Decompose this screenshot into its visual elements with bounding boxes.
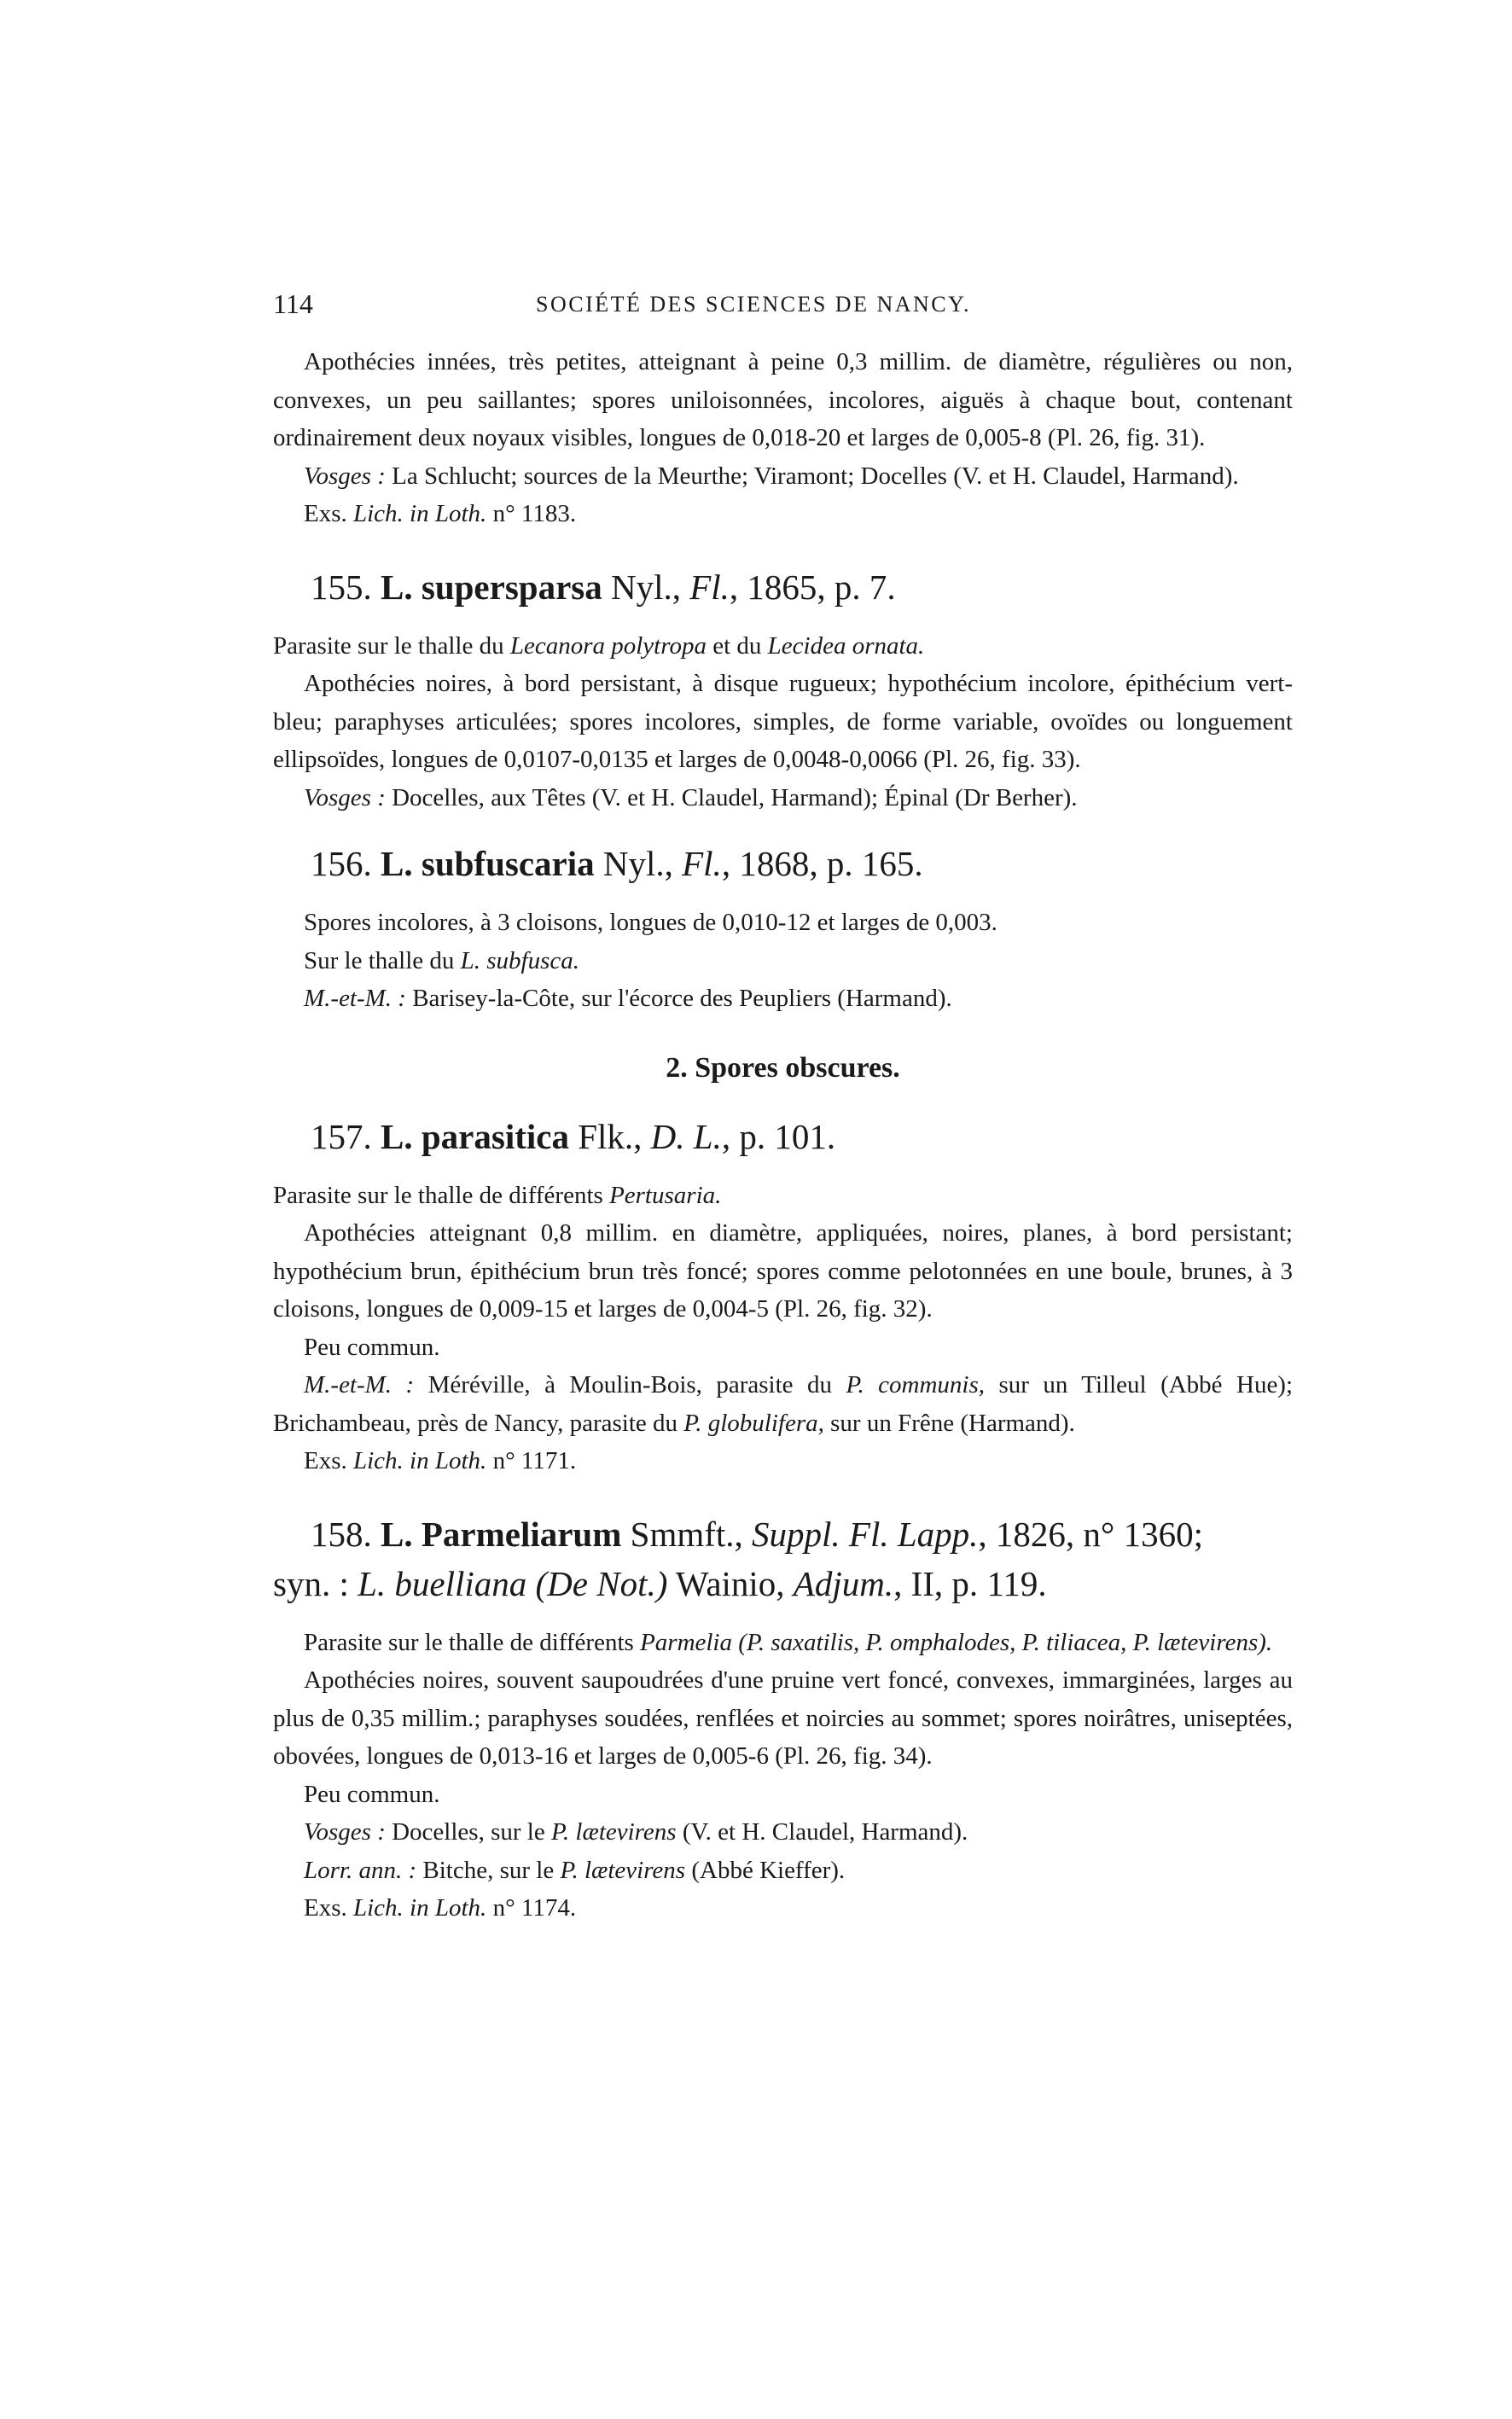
species-name: supersparsa (412, 567, 602, 607)
locality-text: (V. et H. Claudel, Harmand). (676, 1818, 968, 1846)
species-description: Spores incolores, à 3 cloisons, longues de 0,010-12 et larges de 0,003. (304, 909, 997, 936)
species-localities (273, 1852, 1293, 1890)
species-number: 156. (311, 844, 372, 883)
section-heading (273, 1047, 1293, 1090)
rarity-note: Peu commun. (304, 1333, 440, 1361)
species-localities (273, 1813, 1293, 1852)
species-heading-155 (273, 562, 1293, 612)
host-text: Sur le thalle du (304, 946, 461, 974)
species-heading-157 (273, 1112, 1293, 1161)
running-header (273, 288, 1280, 323)
intro-description: Apothécies innées, très petites, atteignant à peine 0,3 millim. de diamètre, régulières ou non, convexes, un peu saillantes; spores uniloisonnées, incolores, aiguës à chaque bout, contenant ordinairement deux noyaux visibles, longues de 0,018-20 et larges de 0,005-8 (Pl. 26, fig. 31). (273, 348, 1293, 451)
host-text: Parasite sur le thalle de différents (304, 1628, 641, 1656)
genus-abbrev: L. (381, 567, 413, 607)
species-number: 158. (311, 1514, 372, 1554)
species-description: Apothécies atteignant 0,8 millim. en diamètre, appliquées, noires, planes, à bord persistant; hypothécium brun, épithécium brun très foncé; spores comme pelotonnées en une boule, brunes, à 3 cloisons, longues de 0,009-15 et larges de 0,004-5 (Pl. 26, fig. 32). (273, 1219, 1293, 1323)
exs-number: n° 1174. (486, 1894, 577, 1922)
exsiccata (273, 1442, 1293, 1480)
locality-region: Vosges : (304, 783, 386, 811)
journal-title: SOCIÉTÉ DES SCIENCES DE NANCY. (536, 292, 972, 317)
synonym-author: Wainio, (667, 1563, 794, 1603)
species-number: 157. (311, 1116, 372, 1156)
exs-number: n° 1183. (486, 500, 577, 527)
locality-text: Bitche, sur le (416, 1856, 561, 1884)
reference: , p. 101. (721, 1116, 836, 1156)
locality-region: M.-et-M. : (304, 1371, 415, 1398)
exs-series: Lich. in Loth. (353, 1894, 487, 1922)
host-taxon: P. communis, (846, 1371, 986, 1398)
host-taxon: Lecanora polytropa (509, 631, 707, 660)
species-author: Flk., (568, 1116, 651, 1156)
section-title: Spores obscures. (687, 1051, 900, 1084)
synonym-reference: , II, p. 119. (893, 1563, 1047, 1603)
page-number: 114 (273, 288, 313, 319)
locality-region: Vosges : (304, 1818, 386, 1846)
reference: , 1865, p. 7. (729, 567, 896, 607)
species-description: Apothécies noires, à bord persistant, à disque rugueux; hypothécium incolore, épithécium vert-bleu; paraphyses articulées; spores incolores, simples, de forme variable, ovoïdes ou longuement ellipsoïdes, longues de 0,0107-0,0135 et larges de 0,0048-0,0066 (Pl. 26, fig. 33). (273, 670, 1293, 773)
synonym-label: syn. : (273, 1563, 358, 1603)
intro-localities (273, 457, 1293, 496)
host-taxon: L. subfusca. (460, 946, 580, 974)
species-localities (273, 779, 1293, 817)
host-text: Parasite sur le thalle du (273, 631, 510, 660)
host-taxon: P. globulifera, (683, 1409, 824, 1437)
host-taxon: Parmelia (P. saxatilis, P. omphalodes, P. tiliacea, P. lætevirens). (640, 1628, 1273, 1656)
genus-abbrev: L. (381, 1116, 413, 1156)
locality-text: Barisey-la-Côte, sur l'écorce des Peupliers (Harmand). (405, 985, 952, 1012)
species-number: 155. (311, 567, 372, 607)
locality-region: M.-et-M. : (304, 985, 406, 1012)
species-name: subfuscaria (412, 844, 595, 883)
species-description: Apothécies noires, souvent saupoudrées d'une pruine vert foncé, convexes, immarginées, larges au plus de 0,35 millim.; paraphyses soudées, renflées et noircies au sommet; spores noirâtres, uniseptées, obovées, longues de 0,013-16 et larges de 0,005-6 (Pl. 26, fig. 34). (273, 1666, 1293, 1770)
journal-abbrev: Fl. (682, 844, 722, 883)
locality-text: sur un Frêne (Harmand). (823, 1409, 1075, 1437)
reference: , 1868, p. 165. (721, 844, 923, 883)
host-line (273, 627, 1293, 666)
locality-text: (Abbé Kieffer). (685, 1856, 846, 1884)
locality-text: Méréville, à Moulin-Bois, parasite du (414, 1371, 846, 1398)
species-heading-158 (273, 1509, 1293, 1559)
exs-label: Exs. (304, 1447, 353, 1474)
species-heading-156 (273, 839, 1293, 888)
intro-exsiccata (273, 495, 1293, 533)
host-taxon: Pertusaria. (609, 1181, 722, 1209)
host-taxon: P. lætevirens (560, 1856, 686, 1884)
host-line (273, 942, 1293, 980)
locality-region: Vosges : (304, 462, 386, 490)
species-name: Parmeliarum (412, 1514, 622, 1554)
synonym-journal: Adjum. (793, 1563, 894, 1603)
locality-text: sur un Tilleul (Abbé Hue); Brichambeau, près de Nancy, parasite du (273, 1371, 1294, 1437)
exsiccata (273, 1889, 1293, 1928)
host-text: Parasite sur le thalle de différents (273, 1181, 610, 1209)
exs-label: Exs. (304, 1894, 353, 1922)
species-localities (273, 980, 1293, 1018)
exs-label: Exs. (304, 500, 353, 527)
locality-region: Lorr. ann. : (304, 1856, 417, 1884)
exs-series: Lich. in Loth. (353, 500, 487, 527)
journal-abbrev: Fl. (689, 567, 730, 607)
species-author: Smmft., (621, 1514, 753, 1554)
locality-text: La Schlucht; sources de la Meurthe; Viramont; Docelles (V. et H. Claudel, Harmand). (385, 462, 1239, 490)
host-line (273, 1624, 1293, 1662)
genus-abbrev: L. (381, 844, 413, 883)
journal-abbrev: D. L. (650, 1116, 722, 1156)
host-text: et du (706, 631, 768, 660)
synonym-line (273, 1559, 1293, 1608)
text-column (273, 343, 1293, 1928)
journal-abbrev: Suppl. Fl. Lapp. (752, 1514, 979, 1554)
synonym-name: L. buelliana (De Not.) (358, 1563, 668, 1603)
rarity-note: Peu commun. (304, 1780, 440, 1808)
host-line (273, 1177, 1293, 1215)
species-author: Nyl., (594, 844, 683, 883)
locality-text: Docelles, sur le (385, 1818, 551, 1846)
genus-abbrev: L. (381, 1514, 413, 1554)
species-name: parasitica (412, 1116, 569, 1156)
species-localities (273, 1366, 1293, 1442)
host-taxon: P. lætevirens (550, 1818, 677, 1846)
host-taxon: Lecidea ornata. (767, 631, 925, 660)
species-author: Nyl., (602, 567, 690, 607)
exs-number: n° 1171. (486, 1447, 577, 1474)
section-number: 2. (666, 1051, 688, 1084)
locality-text: Docelles, aux Têtes (V. et H. Claudel, Harmand); Épinal (Dr Berher). (385, 783, 1078, 811)
reference: , 1826, n° 1360; (978, 1514, 1203, 1554)
exs-series: Lich. in Loth. (353, 1447, 487, 1474)
